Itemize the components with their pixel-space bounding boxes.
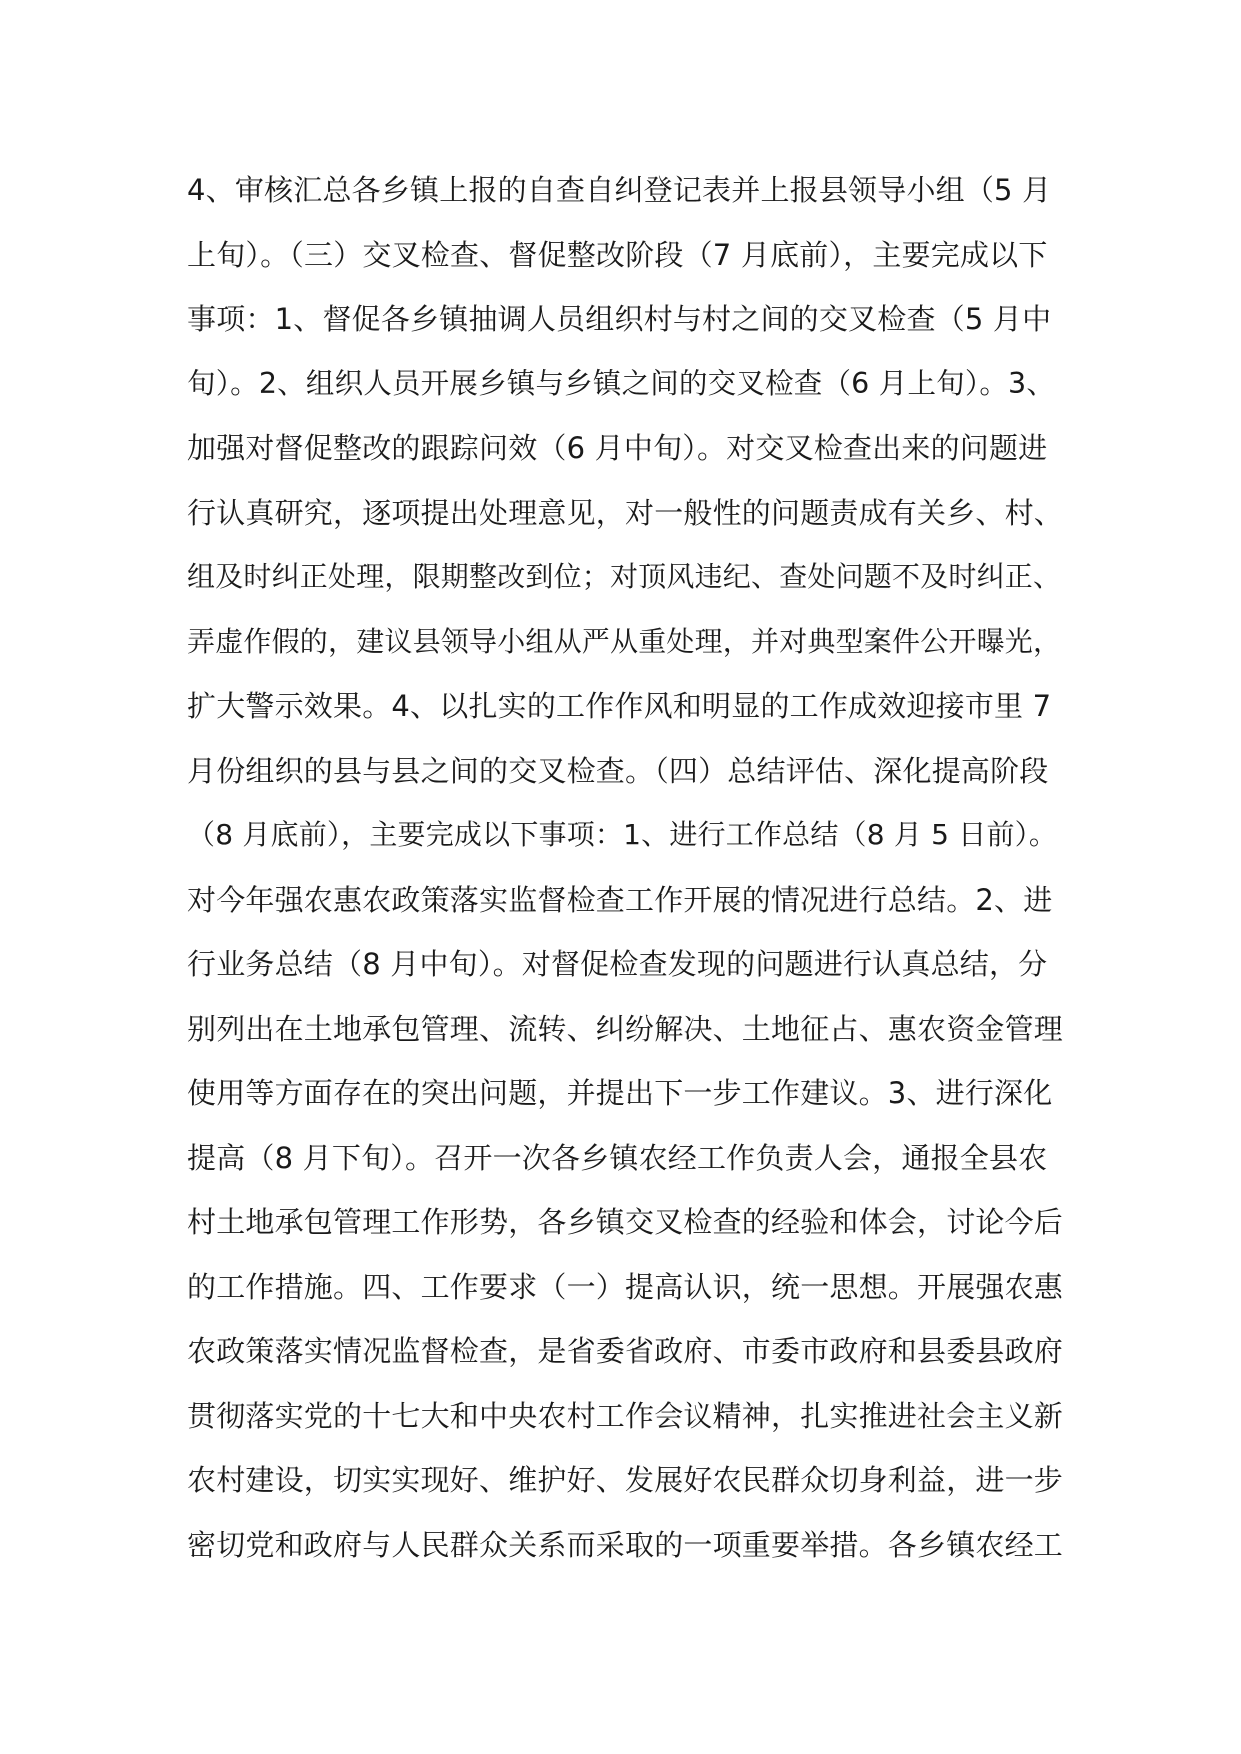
text-line: 提高（8 月下旬）。召开一次各乡镇农经工作负责人会，通报全县农 xyxy=(187,1140,1048,1175)
text-line: 4、审核汇总各乡镇上报的自查自纠登记表并上报县领导小组（5 月 xyxy=(187,173,1052,207)
text-line: 使用等方面存在的突出问题，并提出下一步工作建议。3、进行深化 xyxy=(187,1076,1053,1110)
text-line: 的工作措施。四、工作要求（一）提高认识，统一思想。开展强农惠 xyxy=(187,1269,1064,1304)
text-line: 事项：1、督促各乡镇抽调人员组织村与村之间的交叉检查（5 月中 xyxy=(187,302,1052,336)
text-line: 行认真研究，逐项提出处理意见，对一般性的问题责成有关乡、村、 xyxy=(187,495,1064,530)
text-line: 贯彻落实党的十七大和中央农村工作会议精神，扎实推进社会主义新 xyxy=(187,1398,1064,1433)
text-line: 行业务总结（8 月中旬）。对督促检查发现的问题进行认真总结，分 xyxy=(187,947,1048,981)
text-line: 扩大警示效果。4、以扎实的工作作风和明显的工作成效迎接市里 7 xyxy=(187,689,1052,723)
text-line: 别列出在土地承包管理、流转、纠纷解决、土地征占、惠农资金管理 xyxy=(187,1011,1064,1046)
text-line: （8 月底前），主要完成以下事项：1、进行工作总结（8 月 5 日前）。 xyxy=(187,818,1058,851)
text-line: 组及时纠正处理，限期整改到位；对顶风违纪、查处问题不及时纠正、 xyxy=(187,560,1062,593)
text-line: 加强对督促整改的跟踪问效（6 月中旬）。对交叉检查出来的问题进 xyxy=(187,431,1048,465)
text-line: 对今年强农惠农政策落实监督检查工作开展的情况进行总结。2、进 xyxy=(187,882,1053,917)
text-line: 农政策落实情况监督检查，是省委省政府、市委市政府和县委县政府 xyxy=(187,1334,1064,1368)
text-line: 村土地承包管理工作形势，各乡镇交叉检查的经验和体会，讨论今后 xyxy=(187,1205,1064,1239)
text-line: 密切党和政府与人民群众关系而采取的一项重要举措。各乡镇农经工 xyxy=(187,1527,1064,1562)
body-text xyxy=(187,158,1067,1577)
text-line: 上旬）。（三）交叉检查、督促整改阶段（7 月底前），主要完成以下 xyxy=(187,237,1048,272)
text-line: 月份组织的县与县之间的交叉检查。（四）总结评估、深化提高阶段 xyxy=(187,753,1049,788)
text-line: 旬）。2、组织人员开展乡镇与乡镇之间的交叉检查（6 月上旬）。3、 xyxy=(187,366,1056,400)
text-line: 农村建设，切实实现好、维护好、发展好农民群众切身利益，进一步 xyxy=(187,1463,1064,1497)
text-line: 弄虚作假的，建议县领导小组从严从重处理，并对典型案件公开曝光， xyxy=(187,624,1062,658)
